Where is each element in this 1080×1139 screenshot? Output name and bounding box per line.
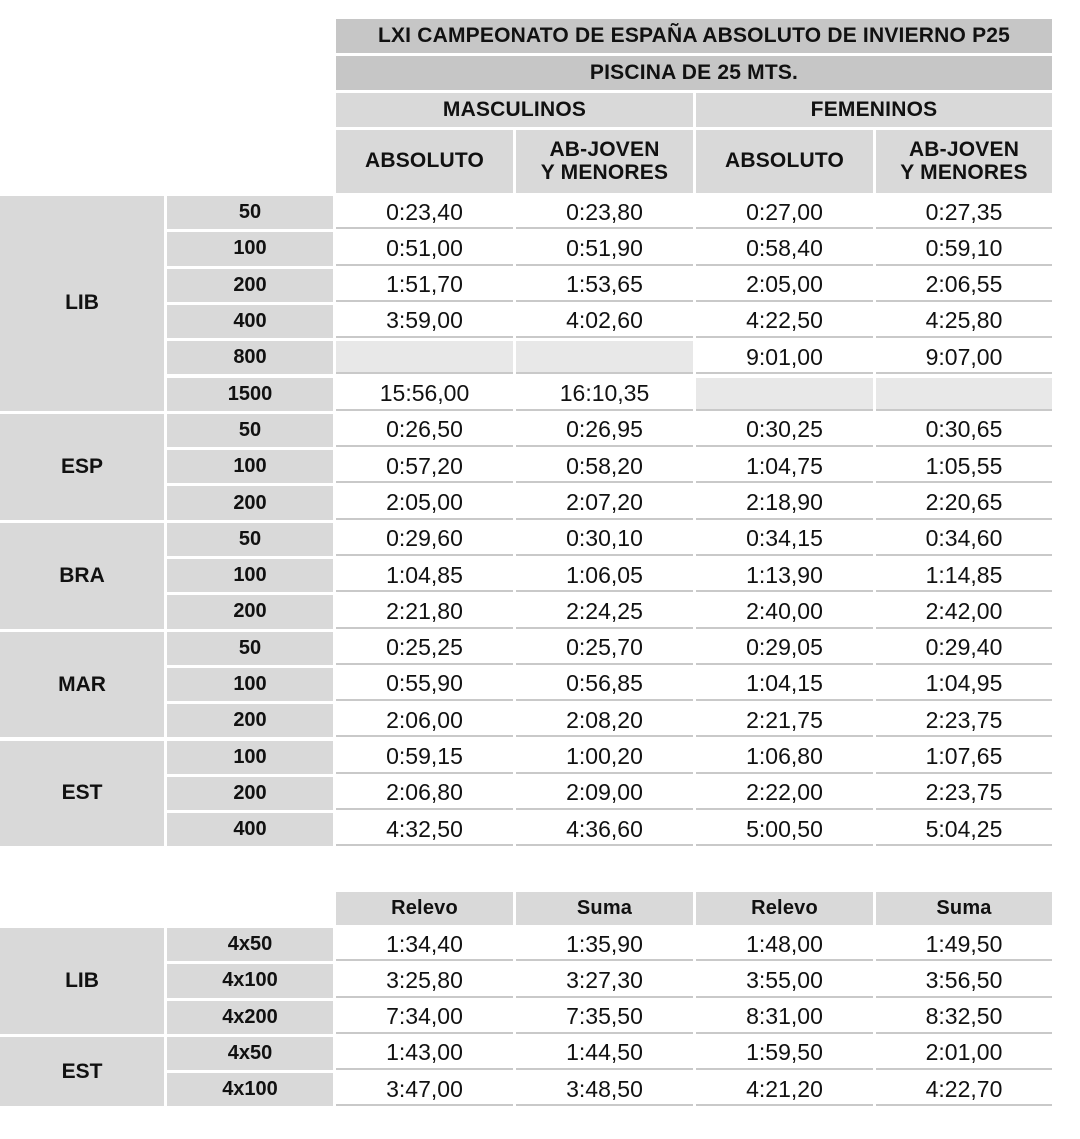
time-cell: 1:04,95 <box>876 668 1052 701</box>
time-cell: 0:26,95 <box>516 414 693 447</box>
time-cell: 0:25,25 <box>336 632 513 665</box>
time-cell: 4:21,20 <box>696 1073 873 1106</box>
distance-label: 200 <box>167 269 333 302</box>
time-cell: 1:04,85 <box>336 559 513 592</box>
feminine-header: FEMENINOS <box>696 93 1052 127</box>
relay-col-header: Relevo <box>696 892 873 925</box>
distance-label: 100 <box>167 450 333 483</box>
time-cell: 1:07,65 <box>876 741 1052 774</box>
time-cell: 0:25,70 <box>516 632 693 665</box>
time-cell <box>516 341 693 374</box>
time-cell: 2:06,80 <box>336 777 513 810</box>
col-fem-absoluto: ABSOLUTO <box>696 130 873 193</box>
time-cell: 4:25,80 <box>876 305 1052 338</box>
col-joven-line2: Y MENORES <box>540 160 669 184</box>
time-cell: 0:30,65 <box>876 414 1052 447</box>
time-cell: 0:29,60 <box>336 523 513 556</box>
time-cell: 5:04,25 <box>876 813 1052 846</box>
time-cell: 0:59,15 <box>336 741 513 774</box>
relay-col-header: Suma <box>876 892 1052 925</box>
distance-label: 100 <box>167 668 333 701</box>
time-cell: 0:56,85 <box>516 668 693 701</box>
time-cell: 4:22,70 <box>876 1073 1052 1106</box>
time-cell: 0:58,40 <box>696 232 873 265</box>
distance-label: 800 <box>167 341 333 374</box>
time-cell: 1:44,50 <box>516 1037 693 1070</box>
time-cell: 0:59,10 <box>876 232 1052 265</box>
time-cell: 3:27,30 <box>516 964 693 997</box>
distance-label: 400 <box>167 305 333 338</box>
time-cell: 1:34,40 <box>336 928 513 961</box>
col-masc-absoluto: ABSOLUTO <box>336 130 513 193</box>
time-cell: 15:56,00 <box>336 378 513 411</box>
distance-label: 50 <box>167 196 333 229</box>
time-cell: 2:08,20 <box>516 704 693 737</box>
time-cell: 3:47,00 <box>336 1073 513 1106</box>
time-cell: 1:59,50 <box>696 1037 873 1070</box>
time-cell: 1:51,70 <box>336 269 513 302</box>
time-cell <box>336 341 513 374</box>
time-cell: 0:51,00 <box>336 232 513 265</box>
col-joven-line1: AB-JOVEN <box>549 138 660 162</box>
time-cell: 3:25,80 <box>336 964 513 997</box>
time-cell: 0:26,50 <box>336 414 513 447</box>
time-cell: 2:18,90 <box>696 486 873 519</box>
distance-label: 100 <box>167 559 333 592</box>
time-cell: 0:34,60 <box>876 523 1052 556</box>
distance-label: 100 <box>167 232 333 265</box>
time-cell: 0:57,20 <box>336 450 513 483</box>
time-cell: 0:27,35 <box>876 196 1052 229</box>
time-cell: 3:56,50 <box>876 964 1052 997</box>
time-cell: 4:36,60 <box>516 813 693 846</box>
distance-label: 400 <box>167 813 333 846</box>
distance-label: 4x50 <box>167 1037 333 1070</box>
time-cell <box>876 378 1052 411</box>
time-cell: 8:32,50 <box>876 1001 1052 1034</box>
time-cell: 2:07,20 <box>516 486 693 519</box>
time-cell: 9:01,00 <box>696 341 873 374</box>
time-cell: 2:23,75 <box>876 777 1052 810</box>
time-cell: 2:24,25 <box>516 595 693 628</box>
time-cell: 16:10,35 <box>516 378 693 411</box>
stroke-label: EST <box>0 1037 164 1107</box>
distance-label: 200 <box>167 777 333 810</box>
time-cell: 1:06,80 <box>696 741 873 774</box>
time-cell: 4:02,60 <box>516 305 693 338</box>
time-cell: 0:29,40 <box>876 632 1052 665</box>
distance-label: 200 <box>167 486 333 519</box>
time-cell: 3:48,50 <box>516 1073 693 1106</box>
col-joven-line1: AB-JOVEN <box>908 138 1020 162</box>
time-cell: 3:55,00 <box>696 964 873 997</box>
col-masc-joven <box>516 130 693 193</box>
time-cell: 2:06,55 <box>876 269 1052 302</box>
time-cell: 1:48,00 <box>696 928 873 961</box>
relay-col-header: Suma <box>516 892 693 925</box>
time-cell: 2:21,75 <box>696 704 873 737</box>
relay-col-header: Relevo <box>336 892 513 925</box>
time-cell: 1:04,75 <box>696 450 873 483</box>
time-cell: 2:05,00 <box>336 486 513 519</box>
pool-label: PISCINA DE 25 MTS. <box>336 56 1052 90</box>
time-cell: 1:00,20 <box>516 741 693 774</box>
time-cell: 0:58,20 <box>516 450 693 483</box>
stroke-label: LIB <box>0 196 164 411</box>
time-cell: 1:13,90 <box>696 559 873 592</box>
time-cell: 0:30,10 <box>516 523 693 556</box>
distance-label: 200 <box>167 595 333 628</box>
time-cell: 1:04,15 <box>696 668 873 701</box>
time-cell: 8:31,00 <box>696 1001 873 1034</box>
distance-label: 50 <box>167 414 333 447</box>
time-cell: 2:22,00 <box>696 777 873 810</box>
time-cell: 0:34,15 <box>696 523 873 556</box>
time-cell: 0:30,25 <box>696 414 873 447</box>
stroke-label: LIB <box>0 928 164 1034</box>
time-cell: 7:35,50 <box>516 1001 693 1034</box>
time-cell: 1:49,50 <box>876 928 1052 961</box>
masculine-header: MASCULINOS <box>336 93 693 127</box>
time-cell: 9:07,00 <box>876 341 1052 374</box>
time-cell: 2:09,00 <box>516 777 693 810</box>
distance-label: 4x50 <box>167 928 333 961</box>
stroke-label: MAR <box>0 632 164 738</box>
time-cell: 5:00,50 <box>696 813 873 846</box>
time-cell: 1:05,55 <box>876 450 1052 483</box>
stroke-label: ESP <box>0 414 164 520</box>
time-cell: 0:27,00 <box>696 196 873 229</box>
distance-label: 50 <box>167 523 333 556</box>
time-cell: 0:23,40 <box>336 196 513 229</box>
time-cell: 0:51,90 <box>516 232 693 265</box>
distance-label: 100 <box>167 741 333 774</box>
time-cell <box>696 378 873 411</box>
time-cell: 3:59,00 <box>336 305 513 338</box>
time-cell: 1:06,05 <box>516 559 693 592</box>
time-cell: 1:35,90 <box>516 928 693 961</box>
col-fem-joven <box>876 130 1052 193</box>
distance-label: 4x100 <box>167 964 333 997</box>
time-cell: 4:22,50 <box>696 305 873 338</box>
time-cell: 2:21,80 <box>336 595 513 628</box>
time-cell: 2:20,65 <box>876 486 1052 519</box>
stroke-label: BRA <box>0 523 164 629</box>
col-joven-line2: Y MENORES <box>900 160 1028 184</box>
championship-title: LXI CAMPEONATO DE ESPAÑA ABSOLUTO DE INVIERNO P25 <box>336 19 1052 53</box>
time-cell: 2:42,00 <box>876 595 1052 628</box>
time-cell: 0:23,80 <box>516 196 693 229</box>
time-cell: 1:53,65 <box>516 269 693 302</box>
time-cell: 0:55,90 <box>336 668 513 701</box>
time-cell: 2:01,00 <box>876 1037 1052 1070</box>
time-cell: 2:05,00 <box>696 269 873 302</box>
time-cell: 1:43,00 <box>336 1037 513 1070</box>
time-cell: 1:14,85 <box>876 559 1052 592</box>
time-cell: 0:29,05 <box>696 632 873 665</box>
distance-label: 50 <box>167 632 333 665</box>
stroke-label: EST <box>0 741 164 847</box>
time-cell: 2:23,75 <box>876 704 1052 737</box>
distance-label: 4x100 <box>167 1073 333 1106</box>
time-cell: 4:32,50 <box>336 813 513 846</box>
distance-label: 1500 <box>167 378 333 411</box>
distance-label: 200 <box>167 704 333 737</box>
time-cell: 2:06,00 <box>336 704 513 737</box>
time-cell: 7:34,00 <box>336 1001 513 1034</box>
distance-label: 4x200 <box>167 1001 333 1034</box>
time-cell: 2:40,00 <box>696 595 873 628</box>
